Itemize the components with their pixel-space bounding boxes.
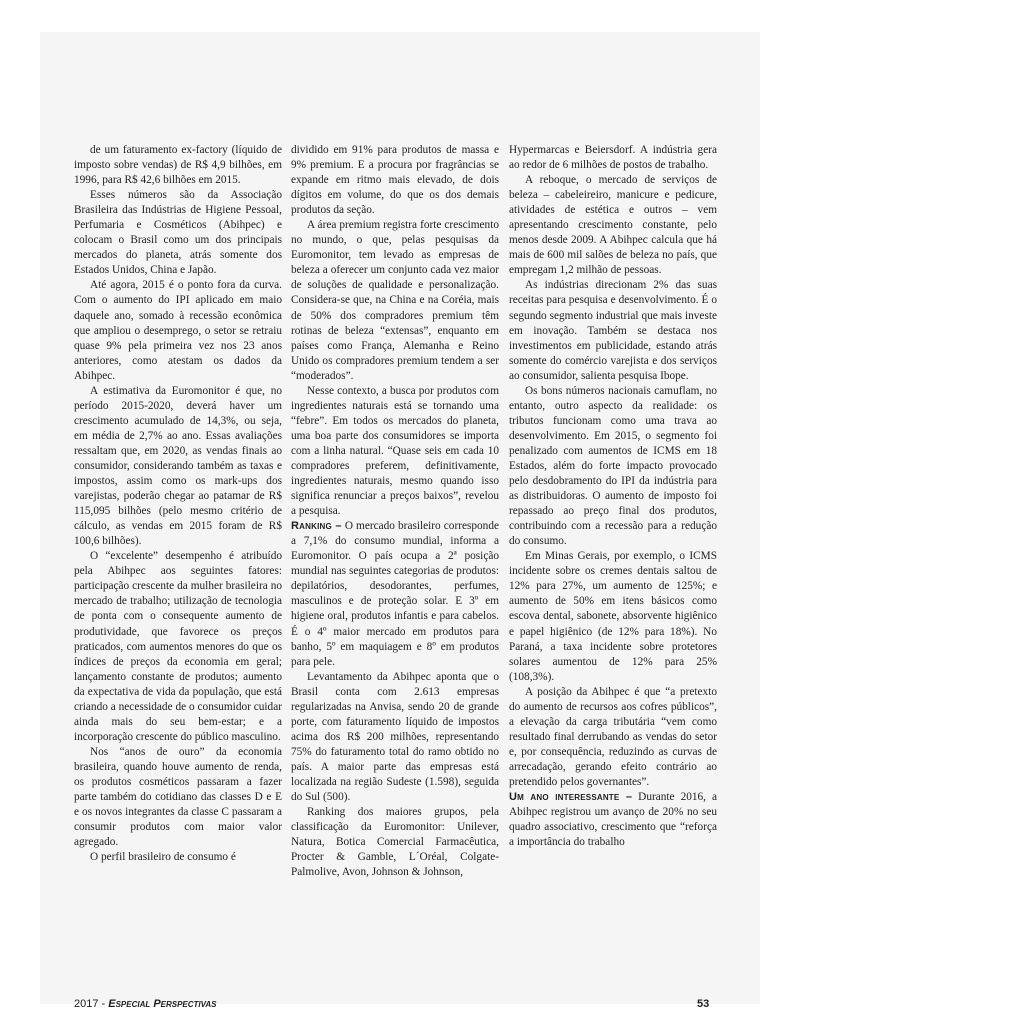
article-column-2	[291, 143, 499, 880]
paragraph-text: Em Minas Gerais, por exemplo, o ICMS incidente sobre os cremes dentais saltou de 12% para 27%, um aumento de 125%; e aumento de 50% em itens básicos como escova dental, sabonete, absorvente higiênico e papel higiênico (de 12% para 18%). No Paraná, a taxa incidente sobre protetores solares aumentou de 12% para 25% (108,3%).	[509, 550, 717, 683]
article-paragraph	[291, 805, 499, 880]
article-paragraph	[74, 384, 282, 550]
paragraph-text: A posição da Abihpec é que “a pretexto do aumento de recursos aos cofres públicos”, a elevação da carga tributária “vem como resultado final derrubando as vendas do setor e, por consequência, reduzindo as curvas de arrecadação, gerando efeito contrário ao pretendido pelos governantes”.	[509, 685, 717, 788]
article-paragraph	[291, 143, 499, 218]
article-paragraph	[509, 143, 717, 173]
article-paragraph	[74, 850, 282, 865]
article-paragraph	[509, 278, 717, 383]
page-footer-publication	[74, 998, 217, 1010]
article-paragraph	[291, 218, 499, 384]
section-heading: Ranking –	[291, 520, 342, 533]
paragraph-text: O mercado brasileiro corresponde a 7,1% do consumo mundial, informa a Euromonitor. O país ocupa a 2ª posição mundial nas seguintes categorias de produtos: depilatórios, desodorantes, perfumes, masculinos e de proteção solar. E 3º em higiene oral, produtos infantis e para cabelos. É o 4º maior mercado em produtos para banho, 5º em maquiagem e 8º em produtos para pele.	[291, 520, 499, 668]
article-paragraph	[291, 670, 499, 805]
paragraph-text: Os bons números nacionais camuflam, no entanto, outro aspecto da realidade: os tributos funcionam como uma trava ao desenvolvimento. Em 2015, o segmento foi penalizado com aumentos de ICMS em 18 Estados, além do forte impacto provocado pelo desdobramento do IPI da indústria para as distribuidoras. O aumento de imposto foi repassado ao preço final dos produtos, contribuindo com a recessão para a redução do consumo.	[509, 384, 717, 548]
paragraph-text: A reboque, o mercado de serviços de beleza – cabeleireiro, manicure e pedicure, atividades de estética e outros – vem apresentando crescimento constante, pelo menos desde 2009. A Abihpec calcula que há mais de 600 mil salões de beleza no país, que empregam 1,2 milhão de pessoas.	[509, 174, 717, 277]
article-paragraph	[291, 384, 499, 519]
paragraph-text: O “excelente” desempenho é atribuído pela Abihpec aos seguintes fatores: participação crescente da mulher brasileira no mercado de trabalho; utilização de tecnologia de ponta com o consequente aumento de produtividade, que favorece os preços praticados, com aumentos menores do que os índices de preços da economia em geral; lançamento constante de produtos; aumento da expectativa de vida da população, que está criando a necessidade de o consumidor cuidar ainda mais do seu bem-estar; e a incorporação crescente do público masculino.	[74, 550, 282, 743]
paragraph-text: dividido em 91% para produtos de massa e 9% premium. E a procura por fragrâncias se expande em ritmo mais elevado, de dois dígitos em volume, do que os dos demais produtos da seção.	[291, 144, 499, 217]
paragraph-text: Esses números são da Associação Brasileira das Indústrias de Higiene Pessoal, Perfumaria e Cosméticos (Abihpec) e colocam o Brasil como um dos principais mercados do planeta, atrás somente dos Estados Unidos, China e Japão.	[74, 189, 282, 277]
article-paragraph	[74, 188, 282, 278]
article-paragraph	[74, 143, 282, 188]
paragraph-text: Levantamento da Abihpec aponta que o Brasil conta com 2.613 empresas regularizadas na Anvisa, sendo 20 de grande porte, com faturamento líquido de impostos acima dos R$ 200 milhões, representando 75% do faturamento total do ramo obtido no país. A maior parte das empresas está localizada na região Sudeste (1.598), seguida do Sul (500).	[291, 670, 499, 804]
article-paragraph	[509, 173, 717, 278]
page-number: 53	[697, 998, 710, 1010]
section-heading: Um ano interessante –	[509, 791, 633, 804]
paragraph-text: O perfil brasileiro de consumo é	[90, 851, 236, 864]
article-column-3	[509, 143, 717, 850]
article-column-1	[74, 143, 282, 865]
paragraph-text: Até agora, 2015 é o ponto fora da curva. Com o aumento do IPI aplicado em maio daquele ano, somado à recessão econômica que ampliou o desemprego, o setor se retraiu quase 9% pela primeira vez nos 23 anos anteriores, como atestam os dados da Abihpec.	[74, 279, 282, 382]
paragraph-text: A área premium registra forte crescimento no mundo, o que, pelas pesquisas da Euromonitor, tem levado as empresas de beleza a oferecer um conjunto cada vez maior de soluções de qualidade e personalização. Considera-se que, na China e na Coréia, mais de 50% dos compradores premium têm rotinas de beleza “extensas”, enquanto em países como França, Alemanha e Reino Unido os compradores premium tendem a ser “moderados”.	[291, 219, 499, 382]
footer-publication-name: Especial Perspectivas	[108, 998, 217, 1010]
article-paragraph	[74, 745, 282, 850]
article-paragraph	[291, 519, 499, 669]
paragraph-text: Nos “anos de ouro” da economia brasileira, quando houve aumento de renda, os produtos cosméticos passaram a fazer parte também do cotidiano das classes D e E e os novos integrantes da classe C passaram a consumir produtos com maior valor agregado.	[74, 745, 282, 849]
article-paragraph	[74, 278, 282, 383]
paragraph-text: de um faturamento ex-factory (líquido de imposto sobre vendas) de R$ 4,9 bilhões, em 1996, para R$ 42,6 bilhões em 2015.	[74, 144, 282, 187]
article-paragraph	[509, 685, 717, 790]
footer-year: 2017 -	[74, 998, 109, 1010]
paragraph-text: Durante 2016, a Abihpec registrou um avanço de 20% no seu quadro associativo, crescimento que “reforça a importância do trabalho	[509, 791, 717, 849]
paragraph-text: Hypermarcas e Beiersdorf. A indústria gera ao redor de 6 milhões de postos de trabalho.	[509, 144, 717, 172]
article-paragraph	[509, 549, 717, 684]
article-paragraph	[509, 790, 717, 850]
paragraph-text: Ranking dos maiores grupos, pela classificação da Euromonitor: Unilever, Natura, Botica Comercial Farmacêutica, Procter & Gamble, L´Oréal, Colgate-Palmolive, Avon, Johnson & Johnson,	[291, 806, 499, 879]
article-paragraph	[74, 549, 282, 745]
paragraph-text: Nesse contexto, a busca por produtos com ingredientes naturais está se tornando uma “febre”. Em todos os mercados do planeta, uma boa parte dos consumidores se importa com a linha natural. “Quase seis em cada 10 compradores preferem, definitivamente, ingredientes naturais, mesmo quando isso significa renunciar a preços baixos”, revelou a pesquisa.	[291, 384, 499, 518]
paragraph-text: A estimativa da Euromonitor é que, no período 2015-2020, deverá haver um crescimento acumulado de 14,3%, ou seja, em média de 2,7% ao ano. Essas avaliações ressaltam que, em 2020, as vendas finais ao consumidor, considerando também as taxas e impostos, assim como os mark-ups dos varejistas, poderão chegar ao patamar de R$ 115,095 bilhões (pelo mesmo critério de cálculo, as vendas em 2015 foram de R$ 100,6 bilhões).	[74, 384, 282, 548]
article-paragraph	[509, 384, 717, 550]
paragraph-text: As indústrias direcionam 2% das suas receitas para pesquisa e desenvolvimento. É o segundo segmento industrial que mais investe em inovação. Também se destaca nos investimentos em publicidade, estando atrás somente do comércio varejista e dos serviços ao consumidor, salienta pesquisa Ibope.	[509, 279, 717, 382]
